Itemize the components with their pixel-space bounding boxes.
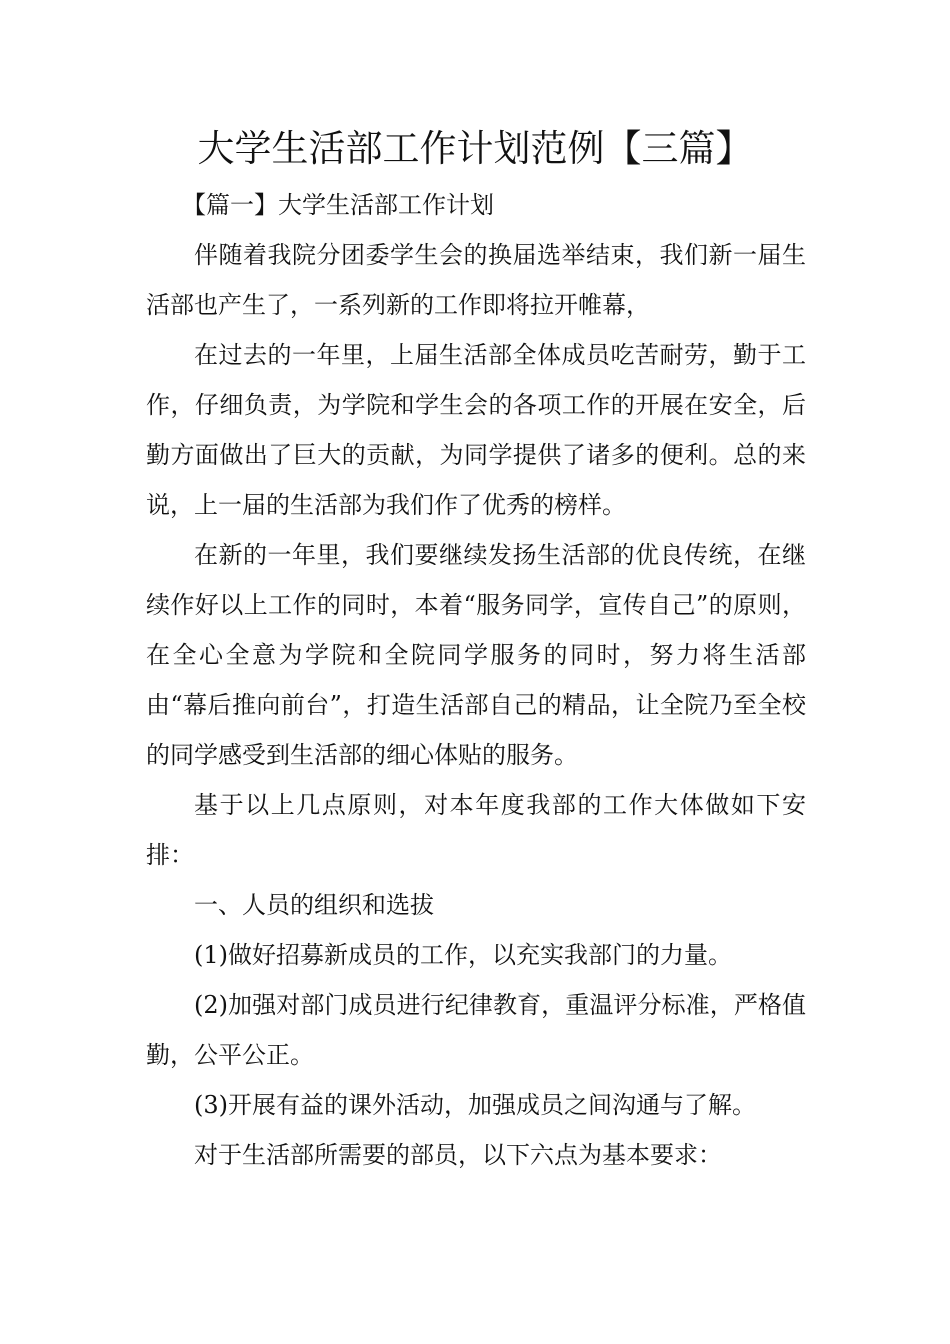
section-heading: 【篇一】大学生活部工作计划 [182,191,494,219]
paragraph: 伴随着我院分团委学生会的换届选举结束，我们新一届生活部也产生了，一系列新的工作即将拉开帷幕， [146,241,806,319]
list-item: (1)做好招募新成员的工作，以充实我部门的力量。 [194,941,732,969]
paragraph: 在新的一年里，我们要继续发扬生活部的优良传统，在继续作好以上工作的同时，本着“服务同学，宣传自己”的原则，在全心全意为学院和全院同学服务的同时，努力将生活部由“幕后推向前台”，打造生活部自己的精品，让全院乃至全校的同学感受到生活部的细心体贴的服务。 [146,541,806,769]
paragraph: 基于以上几点原则，对本年度我部的工作大体做如下安排： [146,791,806,869]
list-heading: 一、人员的组织和选拔 [194,891,434,919]
paragraph: 对于生活部所需要的部员，以下六点为基本要求： [194,1141,722,1169]
paragraph: 在过去的一年里，上届生活部全体成员吃苦耐劳，勤于工作，仔细负责，为学院和学生会的各项工作的开展在安全，后勤方面做出了巨大的贡献，为同学提供了诸多的便利。总的来说，上一届的生活部为我们作了优秀的榜样。 [146,341,806,519]
list-item: (3)开展有益的课外活动，加强成员之间沟通与了解。 [194,1091,756,1119]
document-title: 大学生活部工作计划范例【三篇】 [197,127,753,170]
document-body [146,180,806,1180]
list-item: (2)加强对部门成员进行纪律教育，重温评分标准，严格值勤，公平公正。 [146,991,806,1069]
